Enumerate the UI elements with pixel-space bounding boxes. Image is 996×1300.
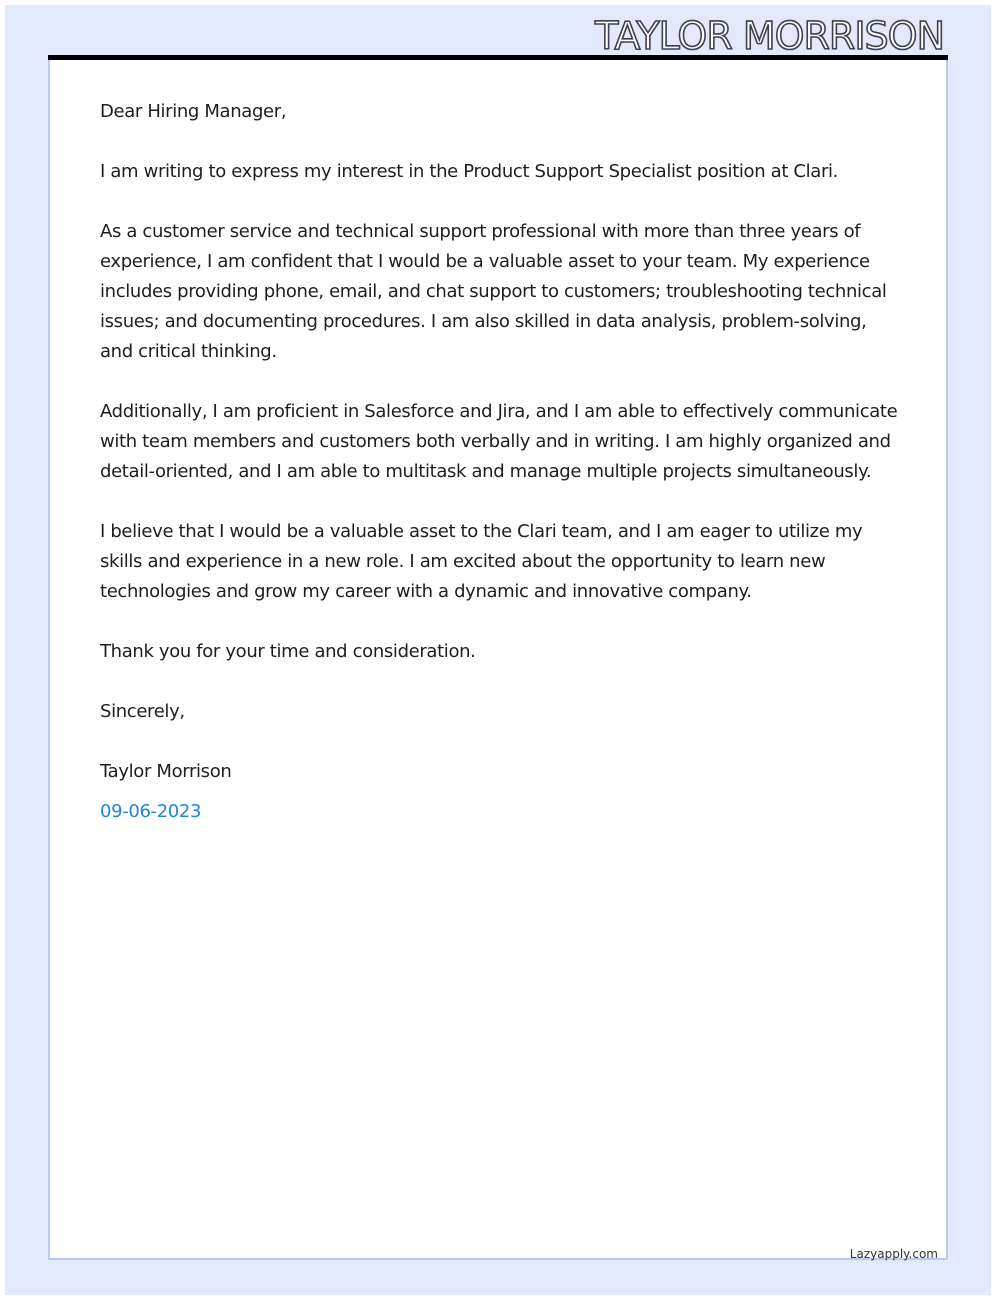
- letter-paragraph-intro: I am writing to express my interest in the Product Support Specialist position at Clari.: [100, 161, 839, 182]
- letter-paragraph-experience: As a customer service and technical support professional with more than three years of experience, I am confident that I would be a valuable asset to your team. My experience includes providing phone, email, and chat support to customers; troubleshooting technical issues; and documenting procedures. I am also skilled in data analysis, problem-solving, and critical thinking.: [100, 221, 887, 362]
- letter-paragraph-thanks: Thank you for your time and consideration.: [100, 641, 476, 662]
- footer-brand: Lazyapply.com: [849, 1247, 938, 1261]
- letter-date: 09-06-2023: [100, 801, 202, 822]
- letter-closing: Sincerely,: [100, 701, 185, 722]
- letter-paragraph-motivation: I believe that I would be a valuable asset to the Clari team, and I am eager to utilize my skills and experience in a new role. I am excited about the opportunity to learn new technologies and grow my career with a dynamic and innovative company.: [100, 521, 863, 602]
- applicant-name-header: TAYLOR MORRISON: [595, 14, 944, 58]
- letter-signature: Taylor Morrison: [100, 761, 232, 782]
- letter-body: [100, 97, 900, 827]
- letter-paragraph-skills: Additionally, I am proficient in Salesforce and Jira, and I am able to effectively communicate with team members and customers both verbally and in writing. I am highly organized and detail-oriented, and I am able to multitask and manage multiple projects simultaneously.: [100, 401, 898, 482]
- letter-greeting: Dear Hiring Manager,: [100, 101, 287, 122]
